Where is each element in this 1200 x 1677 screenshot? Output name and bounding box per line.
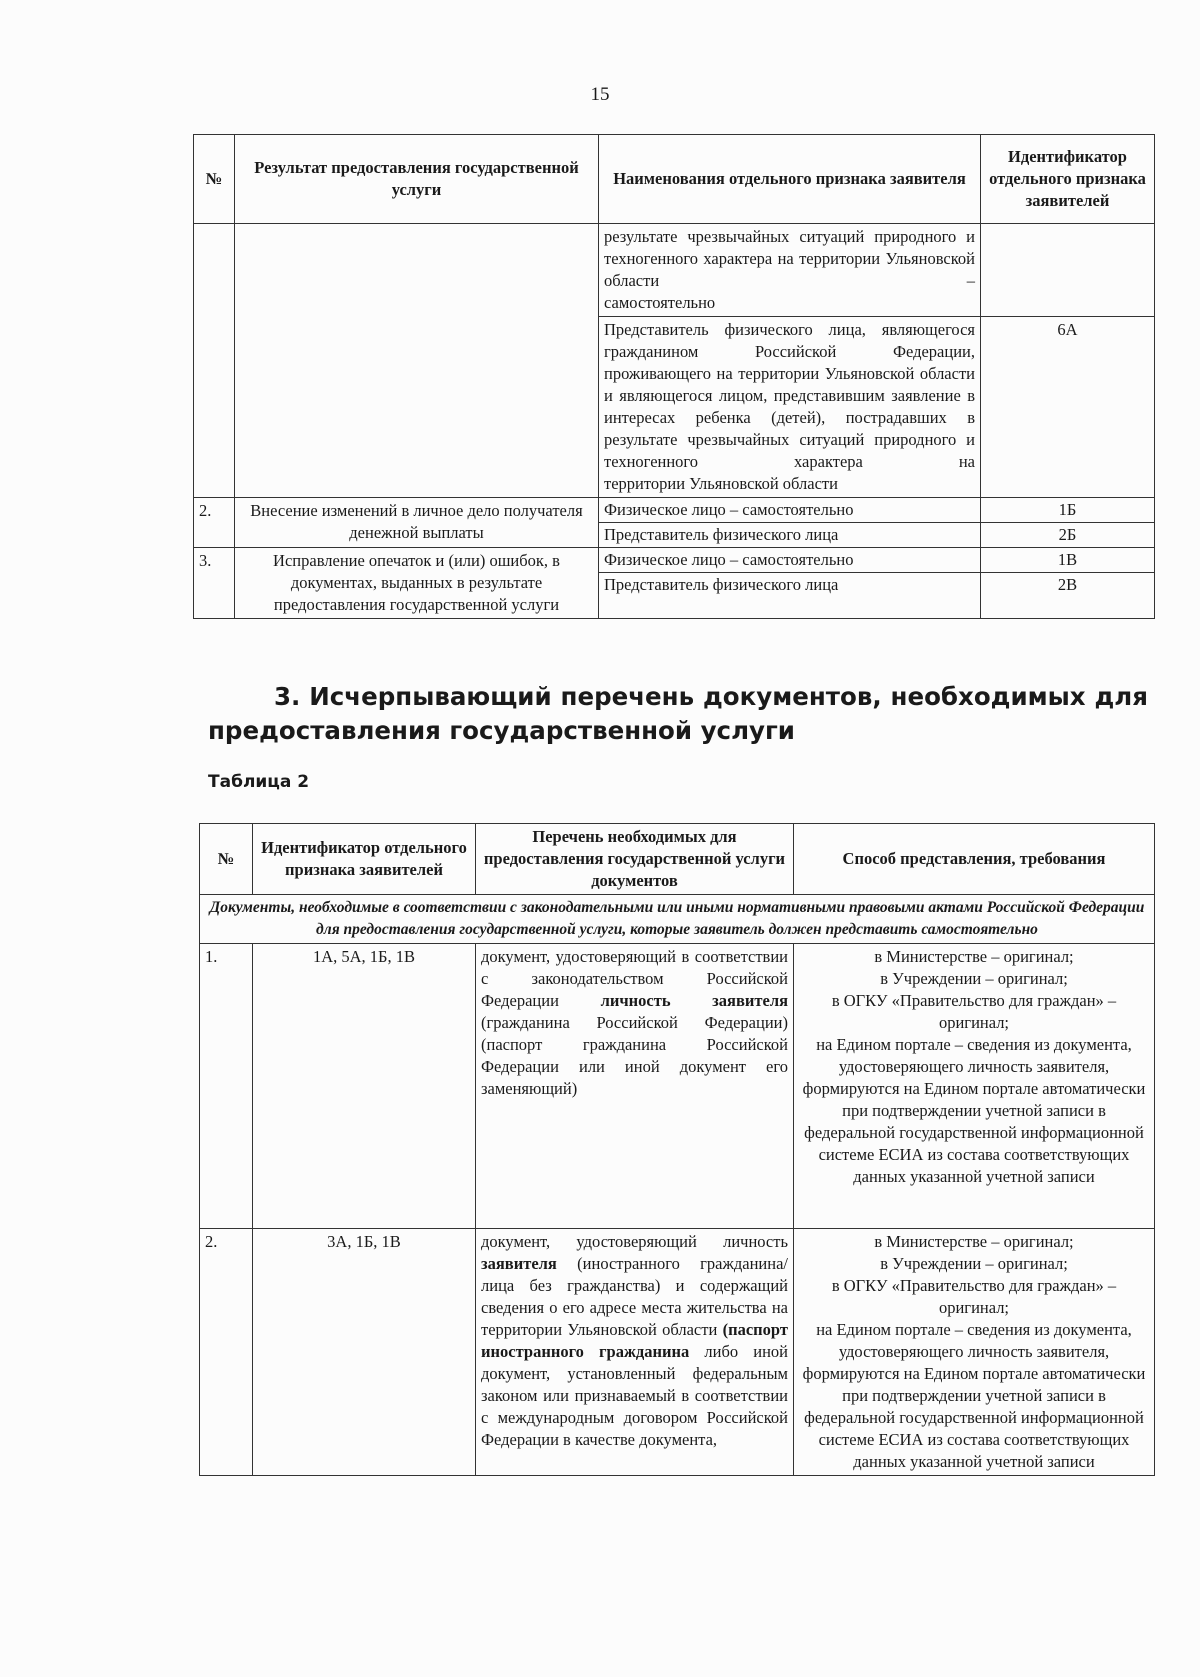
sign-cell: результате чрезвычайных ситуаций природного и техногенного характера на территории Ульяновской области – самостоятельно [599, 224, 981, 317]
col-header-identifier: Идентификатор отдельного признака заявителей [253, 824, 476, 895]
col-header-sign-name: Наименования отдельного признака заявителя [599, 135, 981, 224]
document-cell: документ, удостоверяющий в соответствии с законодательством Российской Федерации личность заявителя (гражданина Российской Федерации) (паспорт гражданина Российской Федерации или иной документ его заменяющий) [476, 944, 794, 1229]
col-header-num: № [200, 824, 253, 895]
col-header-identifier: Идентификатор отдельного признака заявителей [981, 135, 1155, 224]
method-cell: в Министерстве – оригинал; в Учреждении – оригинал; в ОГКУ «Правительство для граждан» – оригинал; на Едином портале – сведения из документа, удостоверяющего личность заявителя, формируются на Едином портале автоматически при подтверждении учетной записи в федеральной государственной информационной системе ЕСИА из состава соответствующих данных указанной учетной записи [794, 1229, 1155, 1476]
table-row: 2. Внесение изменений в личное дело получателя денежной выплаты Физическое лицо – самостоятельно Представитель физического лица 1Б 2Б [194, 498, 1155, 548]
table-header-row [194, 135, 1155, 224]
table-documents [199, 823, 1155, 1476]
table-caption: Таблица 2 [208, 772, 310, 792]
col-header-documents: Перечень необходимых для предоставления государственной услуги документов [476, 824, 794, 895]
table-row [194, 224, 1155, 317]
table-applicant-signs [193, 134, 1155, 619]
table-header-row [200, 824, 1155, 895]
method-cell: в Министерстве – оригинал; в Учреждении – оригинал; в ОГКУ «Правительство для граждан» – оригинал; на Едином портале – сведения из документа, удостоверяющего личность заявителя, формируются на Едином портале автоматически при подтверждении учетной записи в федеральной государственной информационной системе ЕСИА из состава соответствующих данных указанной учетной записи [794, 944, 1155, 1229]
sign-cell: Представитель физического лица, являющегося гражданином Российской Федерации, проживающего на территории Ульяновской области и являющегося лицом, представившим заявление в интересах ребенка (детей), пострадавших в результате чрезвычайных ситуаций природного и техногенного характера на территории Ульяновской области [599, 317, 981, 498]
col-header-method: Способ представления, требования [794, 824, 1155, 895]
table-row: 1. 1А, 5А, 1Б, 1В документ, удостоверяющий в соответствии с законодательством Российской Федерации личность заявителя (гражданина Российской Федерации) (паспорт гражданина Российской Федерации или иной документ его заменяющий) в Министерстве – оригинал; в Учреждении – оригинал; в ОГКУ «Правительство для граждан» – оригинал; на Едином портале – сведения из документа, удостоверяющего личность заявителя, формируются на Едином портале автоматически при подтверждении учетной записи в федеральной государственной информационной системе ЕСИА из состава соответствующих данных указанной учетной записи [200, 944, 1155, 1229]
section-heading: 3. Исчерпывающий перечень документов, необходимых для предоставления государственной услуги [208, 682, 1148, 745]
col-header-num: № [194, 135, 235, 224]
table-row: 2. 3А, 1Б, 1В документ, удостоверяющий личность заявителя (иностранного гражданина/ лица без гражданства) и содержащий сведения о его адресе места жительства на территории Ульяновской области (паспорт иностранного гражданина либо иной документ, установленный федеральным законом или признаваемый в соответствии с международным договором Российской Федерации в качестве документа, в Министерстве – оригинал; в Учреждении – оригинал; в ОГКУ «Правительство для граждан» – оригинал; на Едином портале – сведения из документа, удостоверяющего личность заявителя, формируются на Едином портале автоматически при подтверждении учетной записи в федеральной государственной информационной системе ЕСИА из состава соответствующих данных указанной учетной записи [200, 1229, 1155, 1476]
table-row: 3. Исправление опечаток и (или) ошибок, в документах, выданных в результате предоставления государственной услуги Физическое лицо – самостоятельно Представитель физического лица 1В 2В [194, 548, 1155, 619]
page-number: 15 [590, 84, 610, 105]
document-cell: документ, удостоверяющий личность заявителя (иностранного гражданина/ лица без гражданства) и содержащий сведения о его адресе места жительства на территории Ульяновской области (паспорт иностранного гражданина либо иной документ, установленный федеральным законом или признаваемый в соответствии с международным договором Российской Федерации в качестве документа, [476, 1229, 794, 1476]
col-header-result: Результат предоставления государственной услуги [235, 135, 599, 224]
identifier-cell: 6А [981, 317, 1155, 498]
section-row: Документы, необходимые в соответствии с законодательными или иными нормативными правовыми актами Российской Федерации для предоставления государственной услуги, которые заявитель должен представить самостоятельно [200, 895, 1155, 944]
